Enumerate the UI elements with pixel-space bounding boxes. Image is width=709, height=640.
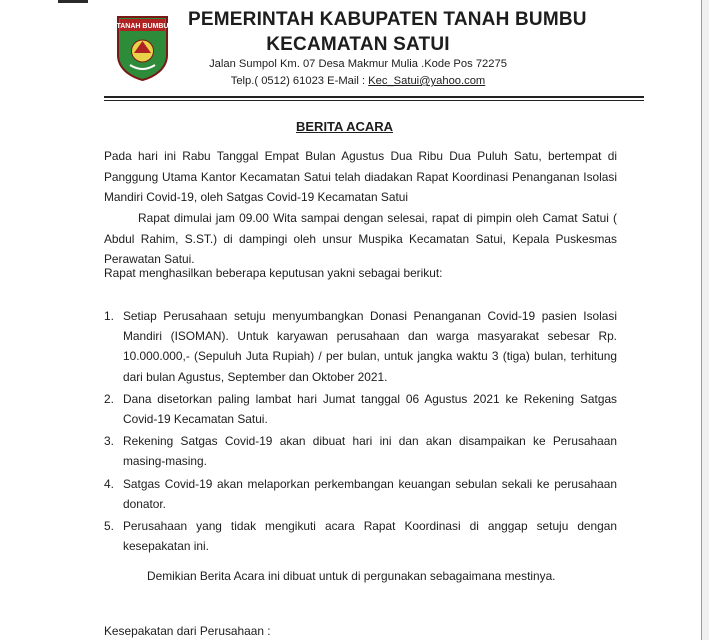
scan-mark	[58, 0, 88, 3]
letterhead-rule-thin	[104, 100, 644, 101]
closing-statement: Demikian Berita Acara ini dibuat untuk di pergunakan sebagaimana mestinya.	[147, 569, 556, 583]
list-item	[104, 306, 617, 387]
contact-prefix: Telp.( 0512) 61023 E-Mail :	[230, 75, 369, 87]
list-item	[104, 474, 617, 514]
letterhead-rule	[104, 96, 644, 98]
list-text: Dana disetorkan paling lambat hari Jumat tanggal 06 Agustus 2021 ke Rekening Satgas Covid-19 Kecamatan Satui.	[123, 391, 617, 427]
document-title: BERITA ACARA	[296, 119, 394, 134]
regency-emblem-icon	[116, 15, 169, 81]
letterhead-contact	[188, 75, 528, 87]
emblem-text: TANAH BUMBU	[116, 23, 169, 30]
letterhead-address: Jalan Sumpol Km. 07 Desa Makmur Mulia .Kode Pos 72275	[209, 58, 507, 70]
list-text: Satgas Covid-19 akan melaporkan perkembangan keuangan sebulan sekali ke perusahaan donator.	[123, 476, 617, 511]
list-number: 2.	[104, 391, 114, 406]
email-link[interactable]: Kec_Satui@yahoo.com	[368, 75, 486, 87]
list-item	[104, 516, 617, 556]
paragraph-results: Rapat menghasilkan beberapa keputusan yakni sebagai berikut:	[104, 266, 443, 280]
list-item	[104, 389, 617, 429]
list-text: Perusahaan yang tidak mengikuti acara Rapat Koordinasi di anggap setuju dengan kesepakatan ini.	[123, 519, 617, 554]
list-text: Rekening Satgas Covid-19 akan dibuat hari ini dan akan disampaikan ke Perusahaan masing-masing.	[123, 434, 617, 469]
list-item	[104, 431, 617, 471]
paragraph-opening: Pada hari ini Rabu Tanggal Empat Bulan Agustus Dua Ribu Dua Puluh Satu, bertempat di Panggung Utama Kantor Kecamatan Satui telah diadakan Rapat Koordinasi Penanganan Isolasi Mandiri Covid-19, oleh Satgas Covid-19 Kecamatan Satui	[104, 149, 617, 205]
list-number: 5.	[104, 519, 114, 534]
list-text: Setiap Perusahaan setuju menyumbangkan Donasi Penanganan Covid-19 pasien Isolasi Mandiri (ISOMAN). Untuk karyawan perusahaan dan warga masyarakat sebesar Rp. 10.000.000,- (Sepuluh Juta Rupiah) / per bulan, untuk jangka waktu 3 (tiga) bulan, terhitung dari bulan Agustus, September dan Oktober 2021.	[123, 309, 617, 384]
decision-list	[104, 306, 617, 558]
list-number: 1.	[104, 309, 114, 323]
agreement-label: Kesepakatan dari Perusahaan :	[104, 624, 271, 638]
page-edge	[701, 0, 709, 640]
paragraph-meeting: Rapat dimulai jam 09.00 Wita sampai dengan selesai, rapat di pimpin oleh Camat Satui ( Abdul Rahim, S.ST.) di dampingi oleh unsur Muspika Kecamatan Satui, Kepala Puskesmas Perawatan Satui.	[104, 211, 617, 267]
list-number: 3.	[104, 434, 114, 449]
letterhead-line2: KECAMATAN SATUI	[266, 34, 450, 55]
list-number: 4.	[104, 476, 114, 491]
letterhead-line1: PEMERINTAH KABUPATEN TANAH BUMBU	[188, 9, 587, 30]
